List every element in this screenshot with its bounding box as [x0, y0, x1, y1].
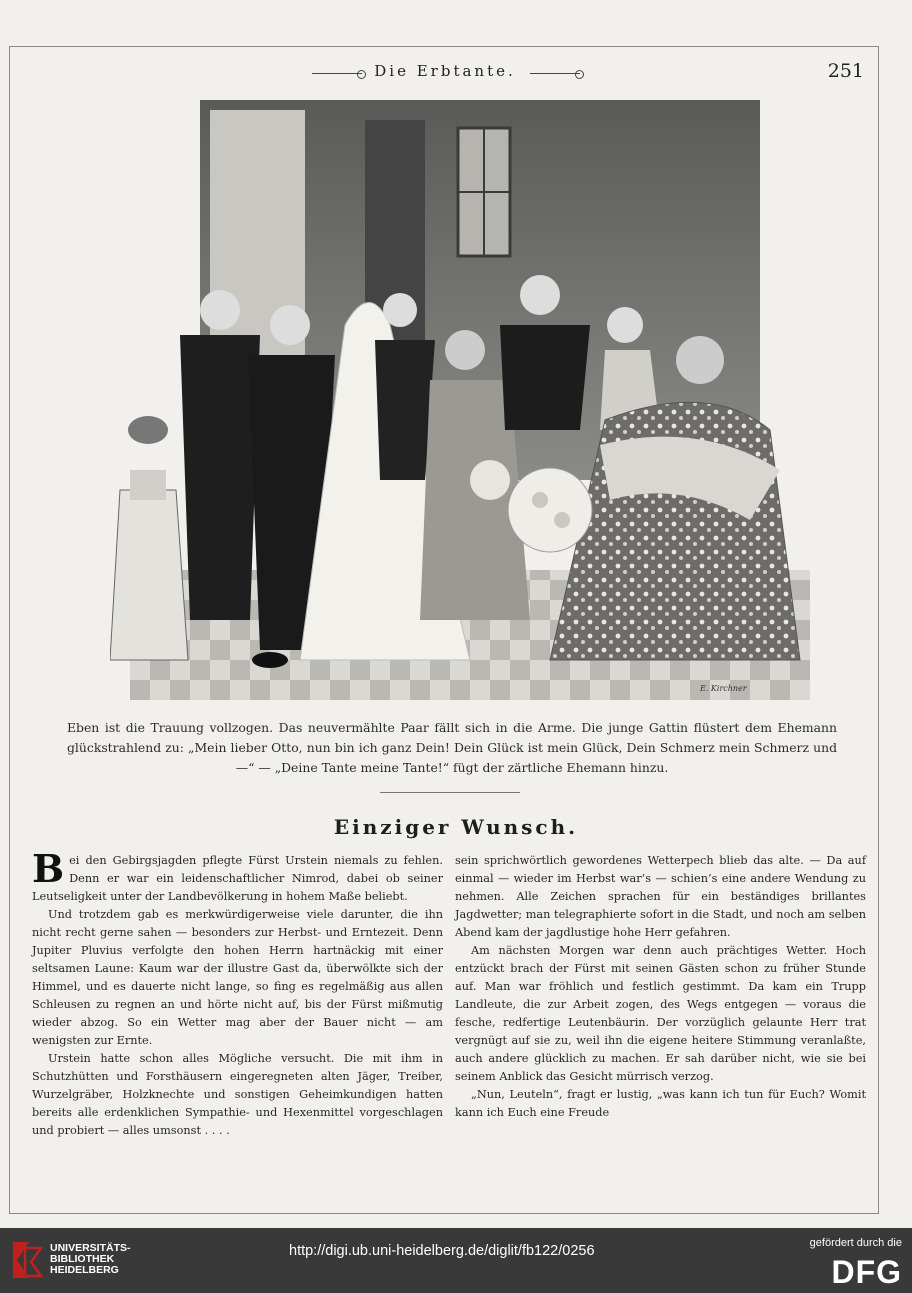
page-number: 251 [827, 60, 864, 82]
section-divider [380, 792, 520, 793]
paragraph: Bei den Gebirgsjagden pflegte Fürst Urstein niemals zu fehlen. Denn er war ein leidenschaftlicher Nimrod, dabei ob seiner Leutseligkeit unter der Landbevölkerung in hohem Maße beliebt. [32, 846, 443, 903]
paragraph: Und trotzdem gab es merkwürdigerweise viele darunter, die ihn nicht recht gerne sahen — besonders zur Herbst- und Erntezeit. Denn Jupiter Pluvius verfolgte den hohen Herrn hartnäckig mit einer seltsamen Laune: Kaum war der illustre Gast da, überwölkte sich der Himmel, und es dauerte nicht lange, so fing es regelmäßig aus allen Schleusen zu regnen an und hörte nicht auf, bis der Fürst mißmutig wieder abzog. So ein Wetter mag aber der Bauer nicht — am wenigsten zur Ernte. [32, 908, 443, 1047]
child-figure [110, 416, 188, 660]
flower-bouquet [508, 468, 592, 552]
artist-signature: E. Kirchner [700, 684, 747, 693]
dfg-logo[interactable]: DFG [831, 1254, 902, 1290]
right-ornament [530, 73, 580, 74]
paragraph: „Nun, Leuteln“, fragt er lustig, „was kann ich tun für Euch? Womit kann ich Euch eine Freude [455, 1088, 866, 1119]
article-title: Einziger Wunsch. [333, 815, 579, 839]
guest-old-man [180, 290, 260, 620]
illustration-caption: Eben ist die Trauung vollzogen. Das neuvermählte Paar fällt sich in die Arme. Die junge Gattin flüstert dem Ehemann glückstrahlend zu: „Mein lieber Otto, nun bin ich ganz Dein! Dein Glück ist mein Glück, Dein Schmerz mein Schmerz und —“ — „Deine Tante meine Tante!“ fügt der zärtliche Ehemann hinzu. [67, 720, 837, 775]
right-text-column [455, 852, 866, 1122]
page-url-link[interactable]: http://digi.ub.uni-heidelberg.de/diglit/fb122/0256 [289, 1243, 595, 1259]
paragraph: Urstein hatte schon alles Mögliche versucht. Die mit ihm in Schutzhütten und Forsthäusern eingeregneten alten Jäger, Treiber, Wurzelgräber, Holzknechte und sonstigen Geheimkundigen hatten bereits alle erdenklichen Sympathie- und Hexenmittel vorgeschlagen und probiert — alles umsonst . . . . [32, 1052, 443, 1137]
left-text-column [32, 846, 443, 1140]
viewer-footer [0, 1228, 912, 1293]
wedding-illustration [110, 100, 810, 700]
library-name[interactable]: UNIVERSITÄTS- BIBLIOTHEK HEIDELBERG [50, 1242, 131, 1276]
drop-cap: B [32, 846, 65, 891]
article-heading [0, 815, 912, 843]
page-header [0, 62, 912, 86]
funding-note: gefördert durch die [809, 1237, 902, 1249]
paragraph: Am nächsten Morgen war denn auch prächtiges Wetter. Hoch entzückt brach der Fürst mit seinen Gästen schon zu früher Stunde auf. Man war fröhlich und festlich gestimmt. Da kam ein Trupp Landleute, die zur Arbeit zogen, des Wegs entgegen — voraus die fesche, redfertige Leutenbäurin. Der vorzüglich gelaunte Herr trat vergnügt auf sie zu, weil ihn die eigene heitere Stimmung veranlaßte, auch andere glücklich zu machen. Er sah darüber nicht, wie sie bei seinem Anblick das Gesicht mürrisch verzog. [455, 944, 866, 1083]
running-title: Die Erbtante. [374, 62, 516, 80]
university-logo-icon[interactable] [9, 1238, 45, 1282]
paragraph: sein sprichwörtlich gewordenes Wetterpech blieb das alte. — Da auf einmal — wieder im Herbst war’s — schien’s eine andere Wendung zu nehmen. Alle Zeichen sprachen für ein beständiges brillantes Jagdwetter; man telegraphierte sofort in die Stadt, und noch am selben Abend kam der jagdlustige hohe Herr gefahren. [455, 854, 866, 939]
